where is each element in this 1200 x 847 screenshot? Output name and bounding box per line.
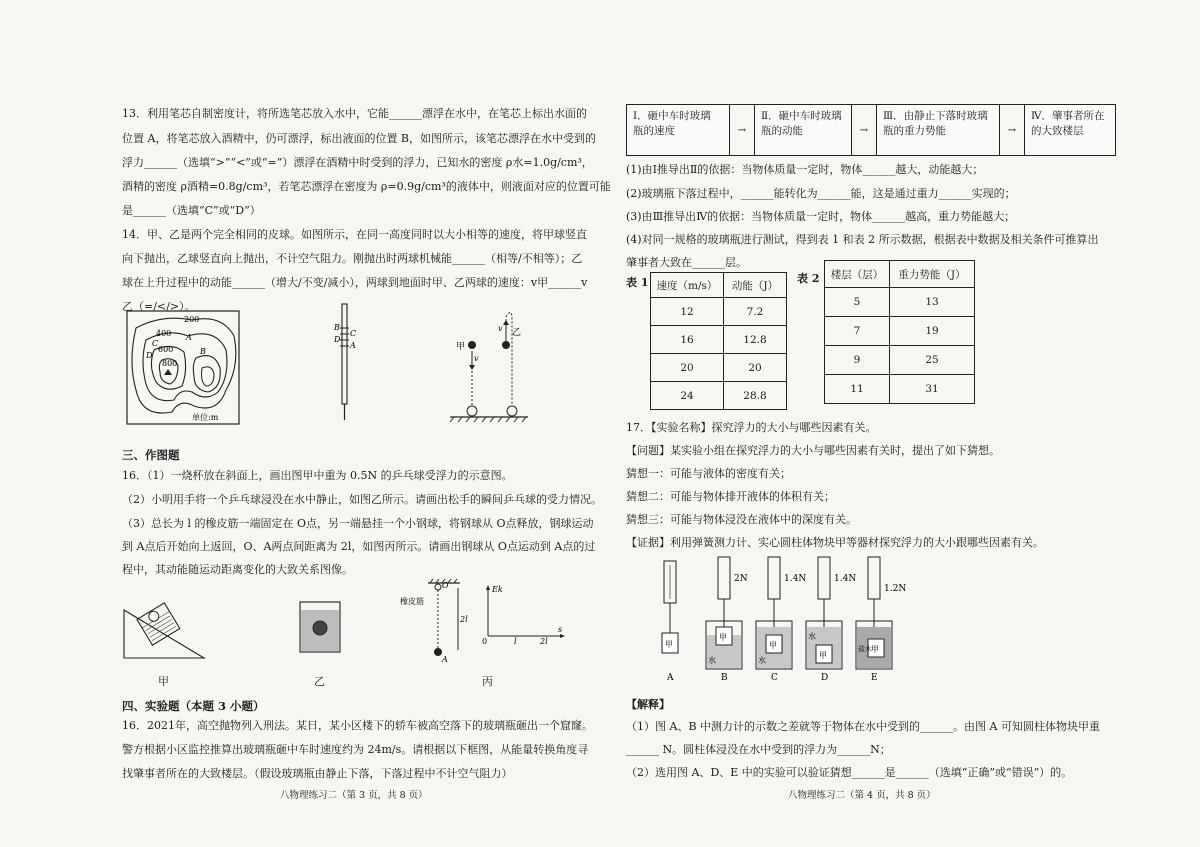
fig-caption-jia: 甲: [158, 675, 169, 688]
jia-ground-ball: [467, 406, 477, 416]
saltwater-label-E: 盐水: [858, 645, 872, 653]
pen-label-B: B: [334, 323, 340, 332]
water-label-C: 水: [758, 656, 766, 665]
label-jia: 甲: [456, 342, 466, 352]
table1: [650, 272, 787, 410]
table1-cell: 28.8: [724, 382, 787, 410]
q15-line2: （2）小明用手将一个乒乓球浸没在水中静止，如图乙所示。请画出松手的瞬间乒乓球的受力情况。: [122, 493, 602, 506]
table2-cell: 7: [825, 317, 890, 346]
table2-cell: 25: [890, 346, 975, 375]
ground-hatch: [450, 417, 526, 422]
map-label-C: C: [152, 339, 159, 348]
section-4-heading: 四、实验题（本题 3 小题）: [122, 699, 265, 713]
q13-line1: 13．利用笔芯自制密度计，将所选笔芯放入水中，它能______漂浮在水中，在笔芯上标出水面的: [122, 107, 587, 120]
table2-cell: 13: [890, 288, 975, 317]
table1-header-row: [651, 273, 787, 298]
map-label-200: 200: [184, 315, 200, 324]
flowchart: [626, 104, 1116, 156]
label-2l-dim: 2l: [460, 615, 468, 624]
q13-line4: 酒精的密度 ρ酒精=0.8g/cm³，若笔芯漂浮在密度为 ρ=0.9g/cm³的液体中，则液面对应的位置可能: [122, 180, 611, 193]
map-label-800: 800: [162, 359, 178, 368]
map-label-D: D: [146, 351, 153, 360]
section-3-heading: 三、作图题: [122, 448, 180, 462]
q15-line1: 16．（1）一烧杯放在斜面上，画出图甲中重为 0.5N 的乒乓球受浮力的示意图。: [122, 469, 513, 482]
label-v1: v: [474, 354, 479, 363]
ball-jia: [468, 341, 476, 349]
label-A: A: [442, 655, 448, 664]
q14-line3: 球在上升过程中的动能______（增大/不变/减小），两球到地面时甲、乙两球的速度：v甲______v: [122, 276, 588, 289]
flow-box-2-line1: Ⅱ．砸中车时玻璃: [761, 110, 842, 122]
table2-label: 表 2: [797, 272, 820, 285]
explain-line2: ______ N。圆柱体浸没在水中受到的浮力为______N；: [626, 743, 891, 756]
q15-line4: 到 A点后开始向上返回，O、A两点间距离为 2l，如图丙所示。请画出钢球从 O点运动到 A点的过: [122, 540, 596, 553]
q16-part4: (4)对同一规格的玻璃瓶进行测试，得到表 1 和表 2 所示数据，根据表中数据及相关条件可推算出: [626, 233, 1099, 246]
page-footer-left: 八物理练习二（第 3 页，共 8 页）: [280, 790, 428, 801]
table2-cell: 31: [890, 375, 975, 404]
label-l: l: [514, 637, 517, 646]
reading-E: 1.2N: [884, 584, 907, 594]
explain-title: 【解释】: [626, 698, 670, 711]
spring-scale-B: [718, 557, 730, 599]
q14-line2: 向下抛出，乙球竖直向上抛出，不计空气阻力。刚抛出时两球机械能______（相等/不相等）；乙: [122, 252, 583, 265]
flow-box-1-line1: Ⅰ．砸中车时玻璃: [633, 110, 711, 122]
table-row: [825, 317, 975, 346]
fig-yi-beaker: [296, 598, 344, 658]
q16-line3: 找肇事者所在的大致楼层。（假设玻璃瓶由静止下落，下落过程中不计空气阻力）: [122, 767, 513, 780]
q16-part1: (1)由Ⅰ推导出Ⅱ的依据：当物体质量一定时，物体______越大，动能越大；: [626, 163, 984, 176]
steel-ball: [434, 648, 442, 656]
q14-line1: 14．甲、乙是两个完全相同的皮球。如图所示，在同一高度同时以大小相等的速度，将甲球竖直: [122, 228, 587, 241]
water-label-D: 水: [808, 632, 816, 641]
label-v2: v: [498, 324, 503, 333]
flow-box-4: [1024, 104, 1116, 156]
table1-cell: 16: [651, 326, 724, 354]
table-row: [651, 382, 787, 410]
pen-label-C: C: [350, 329, 357, 338]
q13-line5: 是______（选填“C”或“D”）: [122, 204, 261, 217]
q17-line2: 【问题】某实验小组在探究浮力的大小与哪些因素有关时，提出了如下猜想。: [626, 444, 1000, 457]
point-O: [435, 584, 441, 590]
buoyancy-experiment-figure: [650, 555, 920, 690]
table-row: [825, 346, 975, 375]
fig-label-D: D: [821, 673, 829, 683]
map-label-A: A: [186, 333, 192, 342]
table1-cell: 12: [651, 298, 724, 326]
q14-line4: 乙（=/</>）。: [122, 300, 196, 313]
flow-box-3-line2: 瓶的重力势能: [883, 125, 946, 137]
label-O: O: [442, 581, 449, 590]
spring-scale-E: [868, 557, 880, 599]
map-label-400: 400: [156, 329, 172, 338]
label-origin: 0: [482, 637, 488, 646]
pingpong-ball-jia: [147, 609, 161, 623]
table2-header-floor: 楼层（层）: [825, 261, 890, 288]
beaker-jia: [137, 603, 180, 645]
flow-box-3: [876, 104, 1000, 156]
spring-scale-C: [768, 557, 780, 599]
q16-part5: 肇事者大致在______层。: [626, 256, 747, 269]
q17-line5: 猜想三：可能与物体浸没在液体中的深度有关。: [626, 513, 857, 526]
fig-label-B: B: [721, 673, 728, 683]
axis-s-arrow-icon: [560, 634, 565, 638]
spring-scale-D: [818, 557, 830, 599]
q15-line5: 程中，其动能随运动距离变化的大致关系图像。: [122, 563, 353, 576]
summit-icon: [164, 369, 172, 375]
q17-line6: 【证据】利用弹簧测力计、实心圆柱体物块甲等器材探究浮力的大小跟哪些因素有关。: [626, 536, 1044, 549]
table1-label: 表 1: [626, 276, 649, 289]
page-footer-right: 八物理练习二（第 4 页，共 8 页）: [788, 790, 936, 801]
table1-header-ke: 动能（J）: [724, 273, 787, 298]
flow-arrow-1: →: [730, 104, 754, 156]
block-label-C: 甲: [769, 641, 777, 650]
contour-map-figure: [122, 306, 247, 431]
table2-cell: 9: [825, 346, 890, 375]
pen-body: [342, 304, 347, 404]
pen-label-D: D: [334, 335, 341, 344]
table2-cell: 19: [890, 317, 975, 346]
fig-label-A: A: [667, 673, 674, 683]
explain-line1: （1）图 A、B 中测力计的示数之差就等于物体在水中受到的______。由图 A 可知圆柱体物块甲重: [626, 720, 1100, 733]
flow-box-2-line2: 瓶的动能: [761, 125, 803, 137]
reading-D: 1.4N: [834, 574, 857, 584]
label-2l-axis: 2l: [540, 637, 548, 646]
map-border: [127, 311, 239, 424]
table-row: [651, 298, 787, 326]
table-row: [651, 354, 787, 382]
table2: [824, 260, 975, 404]
q16-part3: (3)由Ⅲ推导出Ⅳ的依据：当物体质量一定时，物体______越高，重力势能越大；: [626, 210, 1016, 223]
pen-label-A: A: [350, 341, 356, 350]
reading-B: 2N: [734, 574, 748, 584]
fig-caption-yi: 乙: [314, 675, 325, 688]
table1-cell: 7.2: [724, 298, 787, 326]
flow-box-2: [754, 104, 852, 156]
table1-cell: 20: [724, 354, 787, 382]
axis-ek-arrow-icon: [486, 585, 490, 590]
fig-label-C: C: [771, 673, 778, 683]
yi-path: [506, 312, 512, 405]
contour-right-hill: [193, 356, 220, 392]
label-band: 橡皮筋: [400, 597, 424, 606]
block-label-B: 甲: [719, 633, 727, 642]
table-row: [825, 288, 975, 317]
table-row: [825, 375, 975, 404]
q16-part2: (2)玻璃瓶下落过程中，______能转化为______能，这是通过重力______实现的；: [626, 187, 1016, 200]
flow-box-3-line1: Ⅲ．由静止下落时玻璃: [883, 110, 988, 122]
flow-box-4-line2: 的大致楼层: [1031, 125, 1084, 137]
contour-right-peak: [202, 367, 215, 386]
label-yi: 乙: [512, 328, 522, 338]
fig-jia-incline: [122, 590, 207, 662]
block-label-A: 甲: [665, 640, 673, 649]
fig-caption-bing: 丙: [482, 675, 493, 688]
water-label-B: 水: [708, 656, 716, 665]
table2-header-row: [825, 261, 975, 288]
table2-cell: 11: [825, 375, 890, 404]
table1-header-speed: 速度（m/s）: [651, 273, 724, 298]
q17-line4: 猜想二：可能与物体排开液体的体积有关；: [626, 490, 835, 503]
q17-line1: 17．【实验名称】探究浮力的大小与哪些因素有关。: [626, 421, 877, 434]
reading-C: 1.4N: [784, 574, 807, 584]
contour-200: [132, 318, 236, 413]
map-label-600: 600: [158, 345, 174, 354]
table2-header-pe: 重力势能（J）: [890, 261, 975, 288]
map-label-B: B: [200, 347, 206, 356]
block-label-D: 甲: [819, 651, 827, 660]
incline: [124, 610, 204, 658]
flow-arrow-3: →: [1000, 104, 1024, 156]
q17-line3: 猜想一：可能与液体的密度有关；: [626, 467, 791, 480]
pen-hydrometer-figure: [330, 300, 360, 425]
q15-line3: （3）总长为 l 的橡皮筋一端固定在 O点，另一端悬挂一个小钢球，将钢球从 O点释放，钢球运动: [122, 517, 594, 530]
two-balls-figure: [448, 305, 528, 430]
q13-line3: 浮力______（选填“>”“<”或“=”）漂浮在酒精中时受到的浮力，已知水的密度 ρ水=1.0g/cm³，: [122, 156, 593, 169]
map-unit-label: 单位:m: [192, 413, 219, 422]
q13-line2: 位置 A，将笔芯放入酒精中，仍可漂浮，标出液面的位置 B，如图所示，该笔芯漂浮在水中受到的: [122, 132, 597, 145]
flow-box-1: [626, 104, 730, 156]
fig-label-E: E: [871, 673, 878, 683]
flow-box-4-line1: Ⅳ．肇事者所在: [1031, 110, 1105, 122]
label-s: s: [558, 625, 563, 634]
explain-line3: （2）选用图 A、D、E 中的实验可以验证猜想______是______（选填“正确”或“错误”）的。: [626, 766, 1073, 779]
pingpong-ball-yi: [313, 621, 327, 635]
block-label-E: 甲: [871, 645, 879, 654]
table1-cell: 20: [651, 354, 724, 382]
yi-ground-ball: [507, 406, 517, 416]
label-Ek: Ek: [492, 585, 503, 594]
table-row: [651, 326, 787, 354]
flow-arrow-2: →: [852, 104, 876, 156]
q16-line2: 警方根据小区监控推算出玻璃瓶砸中车时速度约为 24m/s。请根据以下框图，从能量转换角度寻: [122, 743, 589, 756]
table1-cell: 12.8: [724, 326, 787, 354]
table1-cell: 24: [651, 382, 724, 410]
table2-cell: 5: [825, 288, 890, 317]
flow-box-1-line2: 瓶的速度: [633, 125, 675, 137]
q16-line1: 16．2021年，高空抛物列入刑法。某日，某小区楼下的轿车被高空落下的玻璃瓶砸出一个窟窿。: [122, 719, 593, 732]
fig-bing: [400, 578, 565, 668]
